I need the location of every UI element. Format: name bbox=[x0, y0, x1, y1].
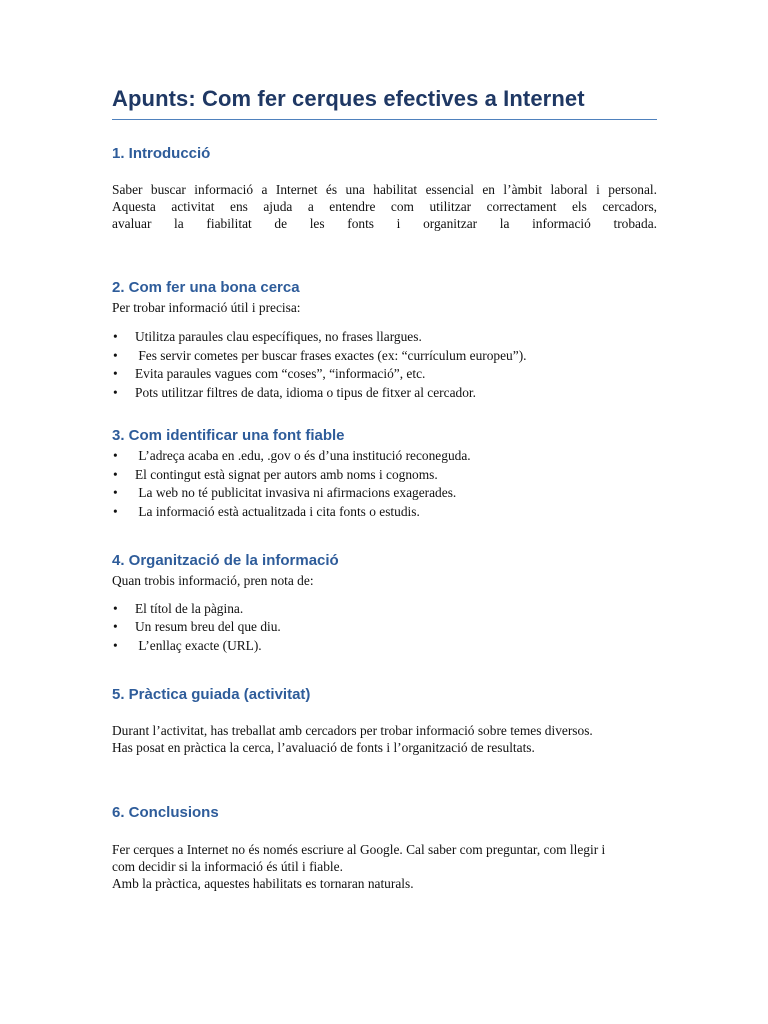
list-item-text: Evita paraules vagues com “coses”, “informació”, etc. bbox=[135, 366, 426, 382]
bullet-icon: • bbox=[113, 503, 118, 519]
section-heading-conclusions: 6. Conclusions bbox=[112, 803, 219, 821]
document-title: Apunts: Com fer cerques efectives a Internet bbox=[112, 84, 657, 120]
bullet-icon: • bbox=[113, 366, 118, 382]
bullet-icon: • bbox=[113, 347, 118, 363]
section-heading-organitzacio: 4. Organització de la informació bbox=[112, 551, 339, 569]
bullet-icon: • bbox=[113, 485, 118, 501]
section-heading-font-fiable: 3. Com identificar una font fiable bbox=[112, 426, 345, 444]
list-item bbox=[112, 503, 657, 522]
list-item bbox=[112, 347, 657, 366]
bullet-list bbox=[112, 328, 657, 403]
list-item bbox=[112, 618, 657, 637]
paragraph-line: com decidir si la informació és útil i fiable. bbox=[112, 858, 343, 874]
paragraph-line: avaluar la fiabilitat de les fonts i organitzar la informació trobada. bbox=[112, 216, 657, 231]
list-item bbox=[112, 447, 657, 466]
list-item-text: El contingut està signat per autors amb noms i cognoms. bbox=[135, 466, 438, 482]
bullet-icon: • bbox=[113, 619, 118, 635]
bullet-icon: • bbox=[113, 600, 118, 616]
section-heading-introduccio: 1. Introducció bbox=[112, 145, 211, 162]
list-item bbox=[112, 484, 657, 503]
section-heading-bona-cerca: 2. Com fer una bona cerca bbox=[112, 279, 300, 296]
paragraph-line: Saber buscar informació a Internet és una habilitat essencial en l’àmbit laboral i personal. bbox=[112, 182, 657, 197]
bullet-icon: • bbox=[113, 447, 118, 463]
list-item-text: El títol de la pàgina. bbox=[135, 600, 244, 616]
bullet-icon: • bbox=[113, 385, 118, 401]
list-item-text: La web no té publicitat invasiva ni afirmacions exagerades. bbox=[135, 485, 457, 501]
list-item bbox=[112, 637, 657, 656]
paragraph-line: Fer cerques a Internet no és només escriure al Google. Cal saber com preguntar, com llegir i bbox=[112, 841, 606, 857]
list-item-text: Pots utilitzar filtres de data, idioma o tipus de fitxer al cercador. bbox=[135, 385, 476, 401]
list-item-text: L’adreça acaba en .edu, .gov o és d’una institució reconeguda. bbox=[135, 447, 471, 463]
paragraph-line: Durant l’activitat, has treballat amb cercadors per trobar informació sobre temes diversos. bbox=[112, 722, 593, 738]
section-body-conclusions bbox=[112, 841, 657, 892]
paragraph-line: Amb la pràctica, aquestes habilitats es tornaran naturals. bbox=[112, 875, 414, 891]
list-item bbox=[112, 328, 657, 347]
bullet-icon: • bbox=[113, 329, 118, 344]
list-item-text: L’enllaç exacte (URL). bbox=[135, 638, 262, 654]
section-body-introduccio bbox=[112, 181, 657, 232]
paragraph-line: Aquesta activitat ens ajuda a entendre com utilitzar correctament els cercadors, bbox=[112, 199, 657, 214]
paragraph-line: Has posat en pràctica la cerca, l’avaluació de fonts i l’organització de resultats. bbox=[112, 739, 535, 755]
section-body-practica bbox=[112, 722, 657, 756]
list-item bbox=[112, 466, 657, 485]
bullet-icon: • bbox=[113, 466, 118, 482]
list-item-text: La informació està actualitzada i cita fonts o estudis. bbox=[135, 503, 420, 519]
section-heading-practica: 5. Pràctica guiada (activitat) bbox=[112, 685, 311, 703]
list-item bbox=[112, 384, 657, 403]
bullet-list bbox=[112, 447, 657, 522]
list-item-text: Utilitza paraules clau específiques, no frases llargues. bbox=[135, 329, 422, 344]
bullet-icon: • bbox=[113, 638, 118, 654]
list-item-text: Fes servir cometes per buscar frases exactes (ex: “currículum europeu”). bbox=[135, 347, 527, 363]
section-intro: Per trobar informació útil i precisa: bbox=[112, 300, 301, 315]
list-item-text: Un resum breu del que diu. bbox=[135, 619, 281, 635]
bullet-list bbox=[112, 600, 657, 656]
section-intro: Quan trobis informació, pren nota de: bbox=[112, 572, 314, 588]
list-item bbox=[112, 600, 657, 619]
document-page bbox=[112, 84, 657, 892]
list-item bbox=[112, 365, 657, 384]
